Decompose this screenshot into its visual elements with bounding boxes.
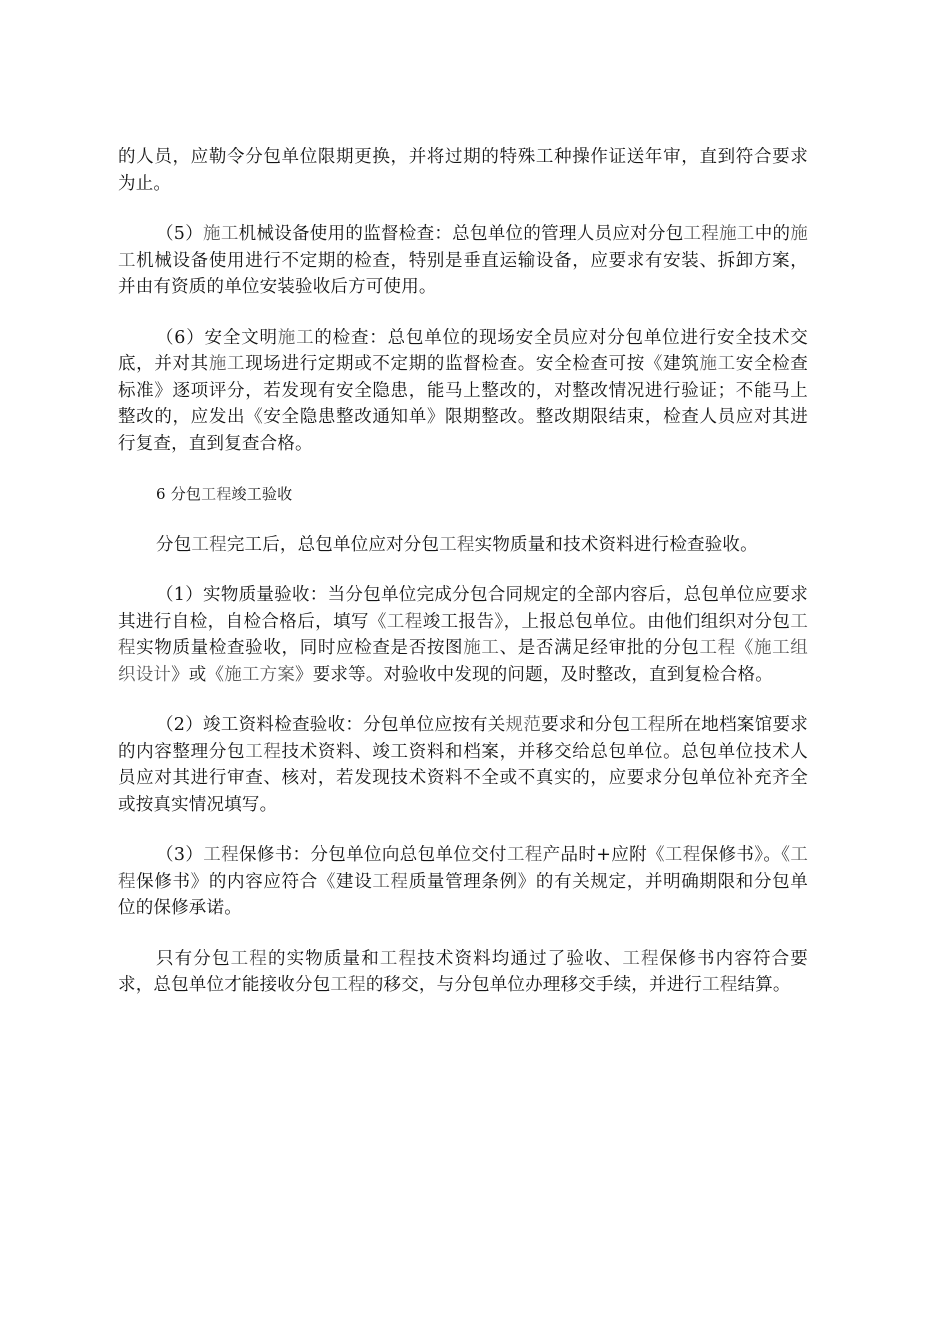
text-segment: 要求和分包 (541, 715, 631, 735)
keyword-text: 施工 (118, 224, 808, 271)
keyword-text: 施工 (203, 224, 239, 244)
paragraph (118, 946, 808, 999)
keyword-text: 工程 (622, 948, 660, 969)
text-segment: 产品时+应附《 (542, 845, 665, 865)
document-page (118, 144, 808, 1023)
text-segment: 保修书：分包单位向总包单位交付 (238, 845, 507, 865)
text-segment: （5） (156, 224, 204, 244)
text-segment: 质量管理条例》的有关规定，并明确期限和分包单位的保修承诺。 (118, 871, 808, 918)
text-segment: 机械设备使用进行不定期的检查，特别是垂直运输设备，应要求有安装、拆卸方案，并由有资质的单位安装验收后方可使用。 (118, 250, 808, 297)
text-segment: 《 (735, 638, 754, 658)
text-segment: 中的 (754, 224, 791, 244)
text-segment: （1）实物质量验收：当分包单位完成分包合同规定的全部内容后，总包单位应要求其进行自检，自检合格后，填写《 (118, 585, 808, 632)
text-segment: （3） (156, 845, 204, 865)
text-segment: （6）安全文明 (156, 327, 278, 348)
text-segment: 的人员，应勒令分包单位限期更换，并将过期的特殊工种操作证送年审，直到符合要求为止。 (118, 147, 808, 194)
paragraph (118, 842, 808, 922)
keyword-text: 工程 (201, 485, 232, 503)
keyword-text: 工程 (630, 715, 666, 735)
keyword-text: 工程 (330, 975, 366, 995)
text-segment: 安全检查标准》逐项评分，若发现有安全隐患，能马上整改的，对整改情况进行验证；不能马上整改的，应发出《安全隐患整改通知单》限期整改。整改期限结束，检查人员应对其进行复查，直到复查合格。 (118, 354, 809, 454)
paragraph (118, 532, 808, 559)
keyword-text: 施工 (699, 354, 736, 374)
text-segment: 机械设备使用的监督检查：总包单位的管理人员应对分包 (238, 224, 684, 244)
text-segment: 的实物质量和 (267, 948, 380, 969)
keyword-text: 工程 (372, 871, 409, 892)
keyword-text: 工程 (245, 741, 282, 762)
text-segment: 分包 (156, 534, 192, 555)
text-segment: 技术资料、竣工资料和档案，并移交给总包单位。总包单位技术人员应对其进行审查、核对，若发现技术资料不全或不真实的，应要求分包单位补充齐全或按真实情况填写。 (118, 741, 808, 815)
text-segment: 所在地档案馆要求的内容整理分包 (118, 715, 808, 762)
keyword-text: 工程 (664, 845, 701, 865)
text-segment: 结算。 (737, 975, 791, 995)
section-heading (118, 481, 808, 508)
paragraph (118, 221, 808, 301)
keyword-text: 工程 (699, 638, 736, 658)
text-segment: （2）竣工资料检查验收：分包单位应按有关 (156, 715, 506, 735)
text-segment: 完工后，总包单位应对分包 (226, 534, 440, 555)
keyword-text: 施工 (463, 638, 500, 658)
keyword-text: 工程 (118, 611, 809, 658)
keyword-text: 工程施工 (683, 224, 755, 244)
keyword-text: 施工组织设计 (118, 638, 808, 685)
paragraph (118, 144, 808, 197)
keyword-text: 施工方案 (224, 664, 296, 685)
keyword-text: 工程 (379, 948, 418, 969)
text-segment: 保修书》的内容应符合《建设 (136, 871, 373, 892)
text-segment: 、是否满足经审批的分包 (499, 638, 700, 658)
keyword-text: 工程 (506, 845, 543, 865)
keyword-text: 工程 (439, 534, 475, 555)
text-segment: 保修书内容符合要求，总包单位才能接收分包 (118, 948, 808, 995)
paragraph (118, 325, 808, 458)
paragraph (118, 582, 808, 688)
text-segment: 技术资料均通过了验收、 (417, 948, 623, 969)
keyword-text: 施工 (208, 354, 246, 374)
keyword-text: 规范 (505, 715, 542, 735)
text-segment: 实物质量检查验收，同时应检查是否按图 (136, 638, 464, 658)
text-segment: 》要求等。对验收中发现的问题，及时整改，直到复检合格。 (295, 664, 773, 685)
keyword-text: 工程 (386, 611, 423, 632)
text-segment: 现场进行定期或不定期的监督检查。安全检查可按《建筑 (245, 354, 700, 374)
text-segment: 保修书》。《 (700, 845, 791, 865)
keyword-text: 工程 (191, 534, 227, 555)
text-segment: 只有分包 (156, 948, 231, 969)
keyword-text: 工程 (203, 845, 239, 865)
text-segment: 实物质量和技术资料进行检查验收。 (474, 534, 758, 555)
keyword-text: 工程 (118, 845, 809, 892)
text-segment: 的移交，与分包单位办理移交手续，并进行 (365, 975, 703, 995)
text-segment: 的检查：总包单位的现场安全员应对分包单位进行安全技术交底，并对其 (118, 327, 808, 374)
text-segment: 》或《 (171, 664, 225, 685)
keyword-text: 工程 (230, 948, 268, 969)
text-segment: 6 分包 (156, 485, 202, 503)
text-segment: 竣工验收 (231, 485, 293, 503)
keyword-text: 施工 (277, 327, 315, 348)
paragraph (118, 712, 808, 818)
keyword-text: 工程 (702, 975, 738, 995)
text-segment: 竣工报告》，上报总包单位。由他们组织对分包 (422, 611, 791, 632)
